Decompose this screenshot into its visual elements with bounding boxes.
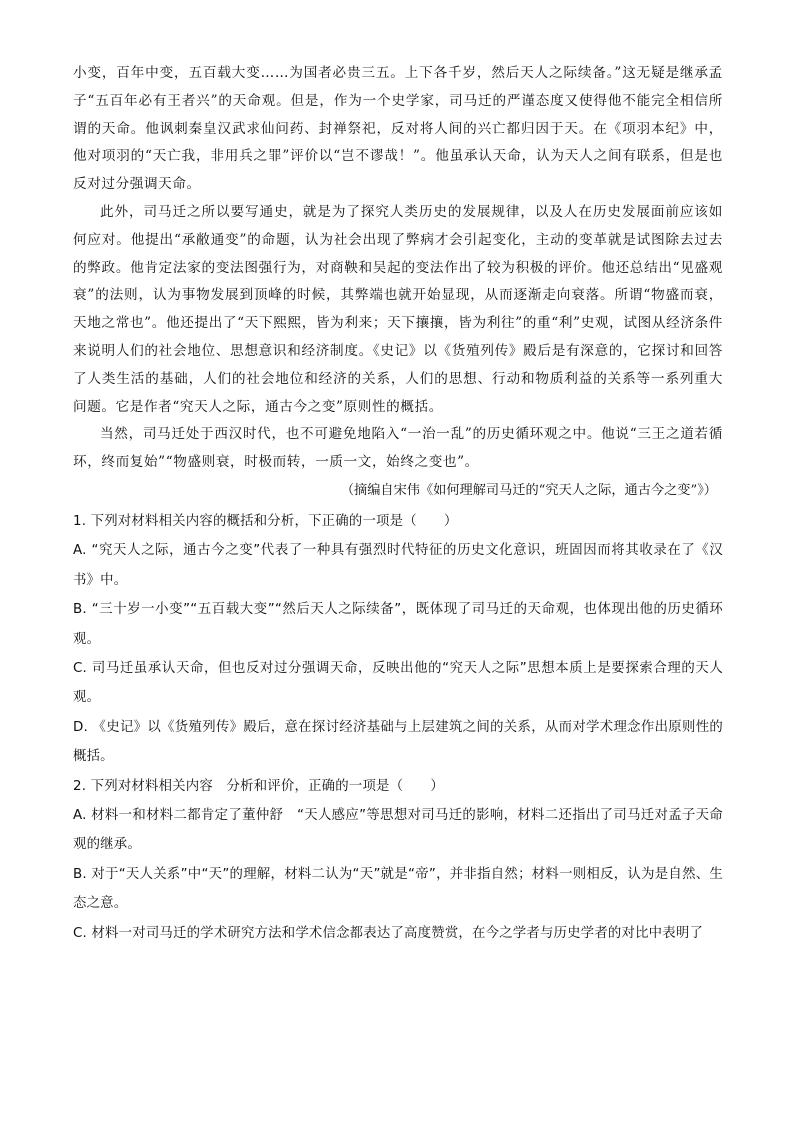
option-b: B. 对于“天人关系”中“天”的理解，材料二认为“天”就是“帝”，并非指自然；材料一则相反，认为是自然、生态之意。 — [73, 866, 723, 912]
passage-paragraph-1: 小变，百年中变，五百载大变……为国者必贵三五。上下各千岁，然后天人之际续备。”这无疑是继承孟子“五百年必有王者兴”的天命观。但是，作为一个史学家，司马迁的严谨态度又使得他不能完全相信所谓的天命。他讽刺秦皇汉武求仙问药、封禅祭祀，反对将人间的兴亡都归因于天。在《项羽本纪》中，他对项羽的“天亡我，非用兵之罪”评价以“岂不谬哉！”。他虽承认天命，认为天人之间有联系，但是也反对过分强调天命。 — [73, 65, 723, 193]
document-page — [73, 60, 723, 948]
question-2 — [73, 772, 723, 948]
option-c: C. 司马迁虽承认天命，但也反对过分强调天命，反映出他的“究天人之际”思想本质上是要探索合理的天人观。 — [73, 660, 723, 706]
passage-source: （摘编自宋伟《如何理解司马迁的“究天人之际，通古今之变”》） — [340, 482, 717, 498]
option-d: D. 《史记》以《货殖列传》殿后，意在探讨经济基础与上层建筑之间的关系，从而对学术理念作出原则性的概括。 — [73, 719, 723, 765]
question-1 — [73, 507, 723, 772]
passage-paragraph-3: 当然，司马迁处于西汉时代，也不可避免地陷入“一治一乱”的历史循环观之中。他说“三王之道若循环，终而复始”“物盛则衰，时极而转，一质一文，始终之变也”。 — [73, 426, 723, 471]
option-a: A. “究天人之际，通古今之变”代表了一种具有强烈时代特征的历史文化意识，班固因而将其收录在了《汉书》中。 — [73, 543, 723, 588]
question-stem: 2. 下列对材料相关内容 分析和评价，正确的一项是（ ） — [73, 778, 444, 794]
option-b: B. “三十岁一小变”“五百载大变”“然后天人之际续备”，既体现了司马迁的天命观，也体现出他的历史循环观。 — [73, 602, 723, 647]
option-a: A. 材料一和材料二都肯定了董仲舒 “天人感应”等思想对司马迁的影响，材料二还指出了司马迁对孟子天命观的继承。 — [73, 808, 723, 853]
passage-paragraph-2: 此外，司马迁之所以要写通史，就是为了探究人类历史的发展规律，以及人在历史发展面前应该如何应对。他提出“承敝通变”的命题，认为社会出现了弊病才会引起变化，主动的变革就是试图除去过去的弊政。他肯定法家的变法图强行为，对商鞅和吴起的变法作出了较为积极的评价。他还总结出“见盛观衰”的法则，认为事物发展到顶峰的时候，其弊端也就开始显现，从而逐渐走向衰落。所谓“物盛而衰，天地之常也”。他还提出了“天下熙熙，皆为利来；天下攘攘，皆为利往”的重“利”史观，试图从经济条件来说明人们的社会地位、思想意识和经济制度。《史记》以《货殖列传》殿后是有深意的，它探讨和回答了人类生活的基础，人们的社会地位和经济的关系，人们的思想、行动和物质利益的关系等一系列重大问题。它是作者“究天人之际，通古今之变”原则性的概括。 — [73, 203, 723, 415]
question-stem: 1. 下列对材料相关内容的概括和分析，下正确的一项是（ ） — [73, 513, 458, 529]
option-c: C. 材料一对司马迁的学术研究方法和学术信念都表达了高度赞赏，在今之学者与历史学者的对比中表明了 — [73, 925, 704, 941]
